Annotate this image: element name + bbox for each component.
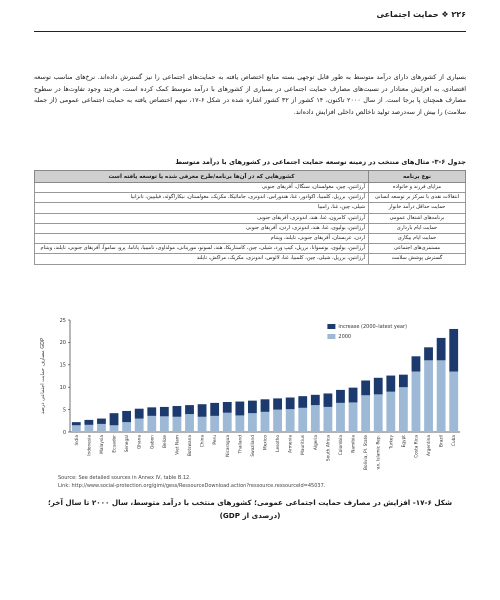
x-tick-label: Lesotho bbox=[276, 435, 282, 452]
bar-increase bbox=[386, 376, 395, 392]
bar-2000 bbox=[374, 394, 383, 432]
bar-increase bbox=[223, 402, 232, 413]
bar-2000 bbox=[173, 417, 182, 432]
legend-label-increase: increase (2000–latest year) bbox=[338, 324, 407, 330]
bar-increase bbox=[173, 406, 182, 417]
figure-caption: شکل ۶-۱۷- افزایش در مصارف حمایت اجتماعی عمومی؛ کشورهای منتخب با درآمد متوسط، سال ۲۰۰۰ تا سال آخر؛ (درصدی از GDP) bbox=[47, 498, 453, 520]
table-cell-countries: آرژانتین، کامرون، غنا، هند، اندونزی، آفریقای جنوبی bbox=[35, 213, 369, 223]
x-tick-label: Malaysia bbox=[99, 435, 105, 454]
bar-increase bbox=[412, 356, 421, 371]
table-header-program-type: نوع برنامه bbox=[369, 171, 466, 183]
bar-increase bbox=[135, 409, 144, 419]
bar-2000 bbox=[235, 415, 244, 432]
x-tick-label: South Africa bbox=[326, 435, 332, 462]
x-tick-label: Cuba bbox=[452, 435, 458, 447]
bar-2000 bbox=[160, 416, 169, 432]
bar-2000 bbox=[185, 414, 194, 432]
bar-increase bbox=[198, 404, 207, 417]
bar-increase bbox=[324, 393, 333, 406]
bar-2000 bbox=[122, 422, 131, 432]
chart-source: Source: See detailed sources in Annex IV, table B.12. bbox=[58, 475, 191, 481]
y-tick-label: 20 bbox=[59, 340, 66, 347]
legend-swatch-increase bbox=[327, 324, 335, 329]
table-cell-program: حمایت ایام بیکاری bbox=[369, 234, 466, 244]
x-tick-label: Ghana bbox=[137, 435, 143, 450]
programs-table bbox=[34, 170, 466, 265]
bar-2000 bbox=[248, 413, 257, 432]
x-tick-label: Namibia bbox=[351, 435, 357, 453]
chart-source-notes bbox=[58, 474, 325, 490]
x-tick-label: Colombia bbox=[338, 435, 344, 456]
x-tick-label: Algeria bbox=[313, 435, 319, 451]
bar-2000 bbox=[336, 403, 345, 432]
table-cell-countries: آرژانتین، چین، مغولستان، سنگال، آفریقای جنوبی bbox=[35, 183, 369, 193]
bar-increase bbox=[185, 405, 194, 414]
page-header: ۲۲۶ ❖ حمایت اجتماعی bbox=[376, 10, 466, 19]
x-tick-label: Bolivia, Pl. State bbox=[364, 435, 370, 470]
bar-increase bbox=[424, 347, 433, 360]
x-tick-label: Costa Rica bbox=[414, 435, 420, 458]
table-cell-countries: آرژانتین، بولیوی، غنا، هند، اندونزی، اردن، آفریقای جنوبی bbox=[35, 223, 369, 233]
bar-increase bbox=[399, 375, 408, 388]
bar-2000 bbox=[361, 395, 370, 432]
table-row bbox=[35, 234, 466, 244]
spending-chart bbox=[34, 314, 466, 470]
bar-2000 bbox=[412, 372, 421, 432]
x-tick-label: Egypt bbox=[401, 435, 407, 448]
y-axis-label: مصارف حمایت اجتماعی درصد GDP bbox=[40, 337, 46, 415]
bar-increase bbox=[248, 401, 257, 414]
bar-chart-svg bbox=[34, 314, 466, 470]
bar-increase bbox=[361, 380, 370, 395]
bar-2000 bbox=[349, 402, 358, 432]
x-tick-label: Swaziland bbox=[250, 435, 256, 457]
table-cell-program: گسترش پوشش سلامت bbox=[369, 254, 466, 264]
table-cell-program: حمایت ایام بارداری bbox=[369, 223, 466, 233]
bar-increase bbox=[437, 338, 446, 360]
header-divider bbox=[34, 31, 466, 32]
y-tick-label: 10 bbox=[59, 385, 66, 391]
bar-increase bbox=[210, 403, 219, 416]
bar-2000 bbox=[210, 416, 219, 432]
bar-2000 bbox=[147, 416, 156, 432]
bar-increase bbox=[97, 419, 106, 424]
table-row bbox=[35, 244, 466, 254]
x-tick-label: Turkey bbox=[389, 435, 395, 449]
table-row bbox=[35, 203, 466, 213]
bar-increase bbox=[449, 329, 458, 372]
bar-increase bbox=[336, 390, 345, 403]
x-tick-label: Argentina bbox=[427, 435, 433, 456]
x-tick-label: Armenia bbox=[288, 435, 294, 454]
chart-link: Link: http://www.social-protection.org/gimi/gess/RessourceDownload.action?ressource.ressourceId=45037. bbox=[58, 483, 326, 489]
bar-2000 bbox=[198, 417, 207, 432]
x-tick-label: Mauritius bbox=[301, 435, 307, 455]
table-row bbox=[35, 223, 466, 233]
table-cell-countries: آرژانتین، برزیل، شیلی، چین، کلمبیا، غنا، لائوس، اندونزی، مکزیک، مراکش، تایلند bbox=[35, 254, 369, 264]
bar-increase bbox=[160, 407, 169, 416]
page-header-area bbox=[34, 10, 466, 26]
table-cell-program: حمایت حداقل درآمد خانوار bbox=[369, 203, 466, 213]
x-tick-label: India bbox=[74, 435, 80, 446]
bar-increase bbox=[298, 396, 307, 408]
bar-2000 bbox=[298, 408, 307, 432]
bar-2000 bbox=[84, 425, 93, 432]
table-header-row bbox=[35, 171, 466, 183]
bar-2000 bbox=[223, 413, 232, 432]
table-cell-countries: شیلی، چین، غنا، زامبیا bbox=[35, 203, 369, 213]
table-cell-countries: آرژانتین، برزیل، کلمبیا، اکوادور، غنا، هندوراس، اندونزی، جامائیکا، مکزیک، مغولستان، نیکاراگوئه، فیلیپین، تانزانیا bbox=[35, 193, 369, 203]
x-tick-label: Belize bbox=[162, 435, 168, 448]
y-tick-label: 15 bbox=[59, 362, 66, 369]
bar-2000 bbox=[399, 387, 408, 432]
bar-2000 bbox=[110, 425, 119, 432]
bar-increase bbox=[349, 388, 358, 403]
bar-2000 bbox=[324, 407, 333, 432]
table-cell-countries: آرژانتین، بولیوی، بوتسوانا، برزیل، کیپ ورد، شیلی، چین، کاستاریکا، هند، لسوتو، موریتانی، مولداوی، نامیبیا، پاناما، پرو، ساموآ، آفریقای جنوبی، تایلند، ویتنام bbox=[35, 244, 369, 254]
bar-increase bbox=[311, 395, 320, 405]
bar-2000 bbox=[273, 410, 282, 432]
bar-2000 bbox=[449, 372, 458, 432]
x-tick-label: China bbox=[200, 435, 206, 448]
bar-increase bbox=[122, 411, 131, 422]
bar-increase bbox=[110, 413, 119, 425]
legend-label-2000: 2000 bbox=[338, 334, 352, 340]
table-cell-program: انتقالات نقدی با تمرکز بر توسعه انسانی bbox=[369, 193, 466, 203]
x-tick-label: Senegal bbox=[125, 435, 131, 453]
bar-2000 bbox=[135, 419, 144, 432]
x-tick-label: Mexico bbox=[263, 435, 269, 451]
table-row bbox=[35, 183, 466, 193]
bar-increase bbox=[261, 399, 270, 412]
intro-paragraph: بسیاری از کشورهای دارای درآمد متوسط به طور قابل توجهی بسته منابع اختصاص یافته به حمایت‌های اجتماعی را نیز گسترش داده‌اند. نرخ‌های مناسب توسعه اقتصادی، به افزایش معنادار در نسبت‌های مصارف حمایت اجتماعی در بسیاری از کشورهای با درآمد متوسط کمک کرده است، هرچند وجود تفاوت‌ها در سطوح مصارف همچنان پا برجا است. از سال ۲۰۰۰ تاکنون، ۱۴ کشور از ۳۲ کشور اشاره شده در شکل ۶-۱۷، سهم اختصاص یافته به حمایت اجتماعی عمومی (از جمله سلامت) را بیش از سه‌درصد تولید ناخالص داخلی افزایش داده‌اند. bbox=[34, 73, 466, 116]
x-tick-label: Peru bbox=[213, 435, 219, 445]
bar-increase bbox=[286, 398, 295, 410]
x-tick-label: Brazil bbox=[439, 435, 445, 447]
legend-swatch-2000 bbox=[327, 334, 335, 339]
x-tick-label: Botswana bbox=[188, 435, 194, 457]
x-tick-label: Ecuador bbox=[112, 435, 118, 453]
y-tick-label: 25 bbox=[59, 317, 66, 324]
bar-increase bbox=[235, 402, 244, 416]
bar-2000 bbox=[72, 425, 81, 432]
bar-2000 bbox=[286, 409, 295, 432]
bar-increase bbox=[273, 398, 282, 409]
y-tick-label: 5 bbox=[62, 407, 66, 414]
table-cell-program: مستمری‌های اجتماعی bbox=[369, 244, 466, 254]
table-row bbox=[35, 254, 466, 264]
x-tick-label: Viet Nam bbox=[175, 435, 181, 455]
x-tick-label: Iran, Islamic Rep. bbox=[376, 435, 382, 470]
table-row bbox=[35, 213, 466, 223]
bar-increase bbox=[84, 420, 93, 425]
x-tick-label: Thailand bbox=[238, 435, 244, 454]
bar-increase bbox=[374, 378, 383, 395]
table-cell-program: مزایای فرزند و خانواده bbox=[369, 183, 466, 193]
table-caption: جدول ۶-۳- مثال‌های منتخب در زمینه توسعه حمایت اجتماعی در کشورهای با درآمد متوسط bbox=[175, 158, 466, 166]
bar-2000 bbox=[97, 424, 106, 432]
table-row bbox=[35, 193, 466, 203]
table-cell-countries: اردن، عربستان، آفریقای جنوبی، تایلند، ویتنام bbox=[35, 234, 369, 244]
bar-2000 bbox=[386, 392, 395, 432]
table-cell-program: برنامه‌های اشتغال عمومی bbox=[369, 213, 466, 223]
bar-increase bbox=[147, 407, 156, 416]
x-tick-label: Nicaragua bbox=[225, 435, 231, 457]
x-tick-label: Gabon bbox=[150, 435, 156, 450]
bar-2000 bbox=[261, 412, 270, 432]
bar-2000 bbox=[424, 360, 433, 432]
y-tick-label: 0 bbox=[62, 429, 66, 436]
table-header-countries: کشورهایی که در آن‌ها برنامه/طرح معرفی شده یا توسعه یافته است bbox=[35, 171, 369, 183]
bar-increase bbox=[72, 422, 81, 425]
bar-2000 bbox=[311, 405, 320, 432]
bar-2000 bbox=[437, 360, 446, 432]
x-tick-label: Indonesia bbox=[87, 435, 93, 456]
